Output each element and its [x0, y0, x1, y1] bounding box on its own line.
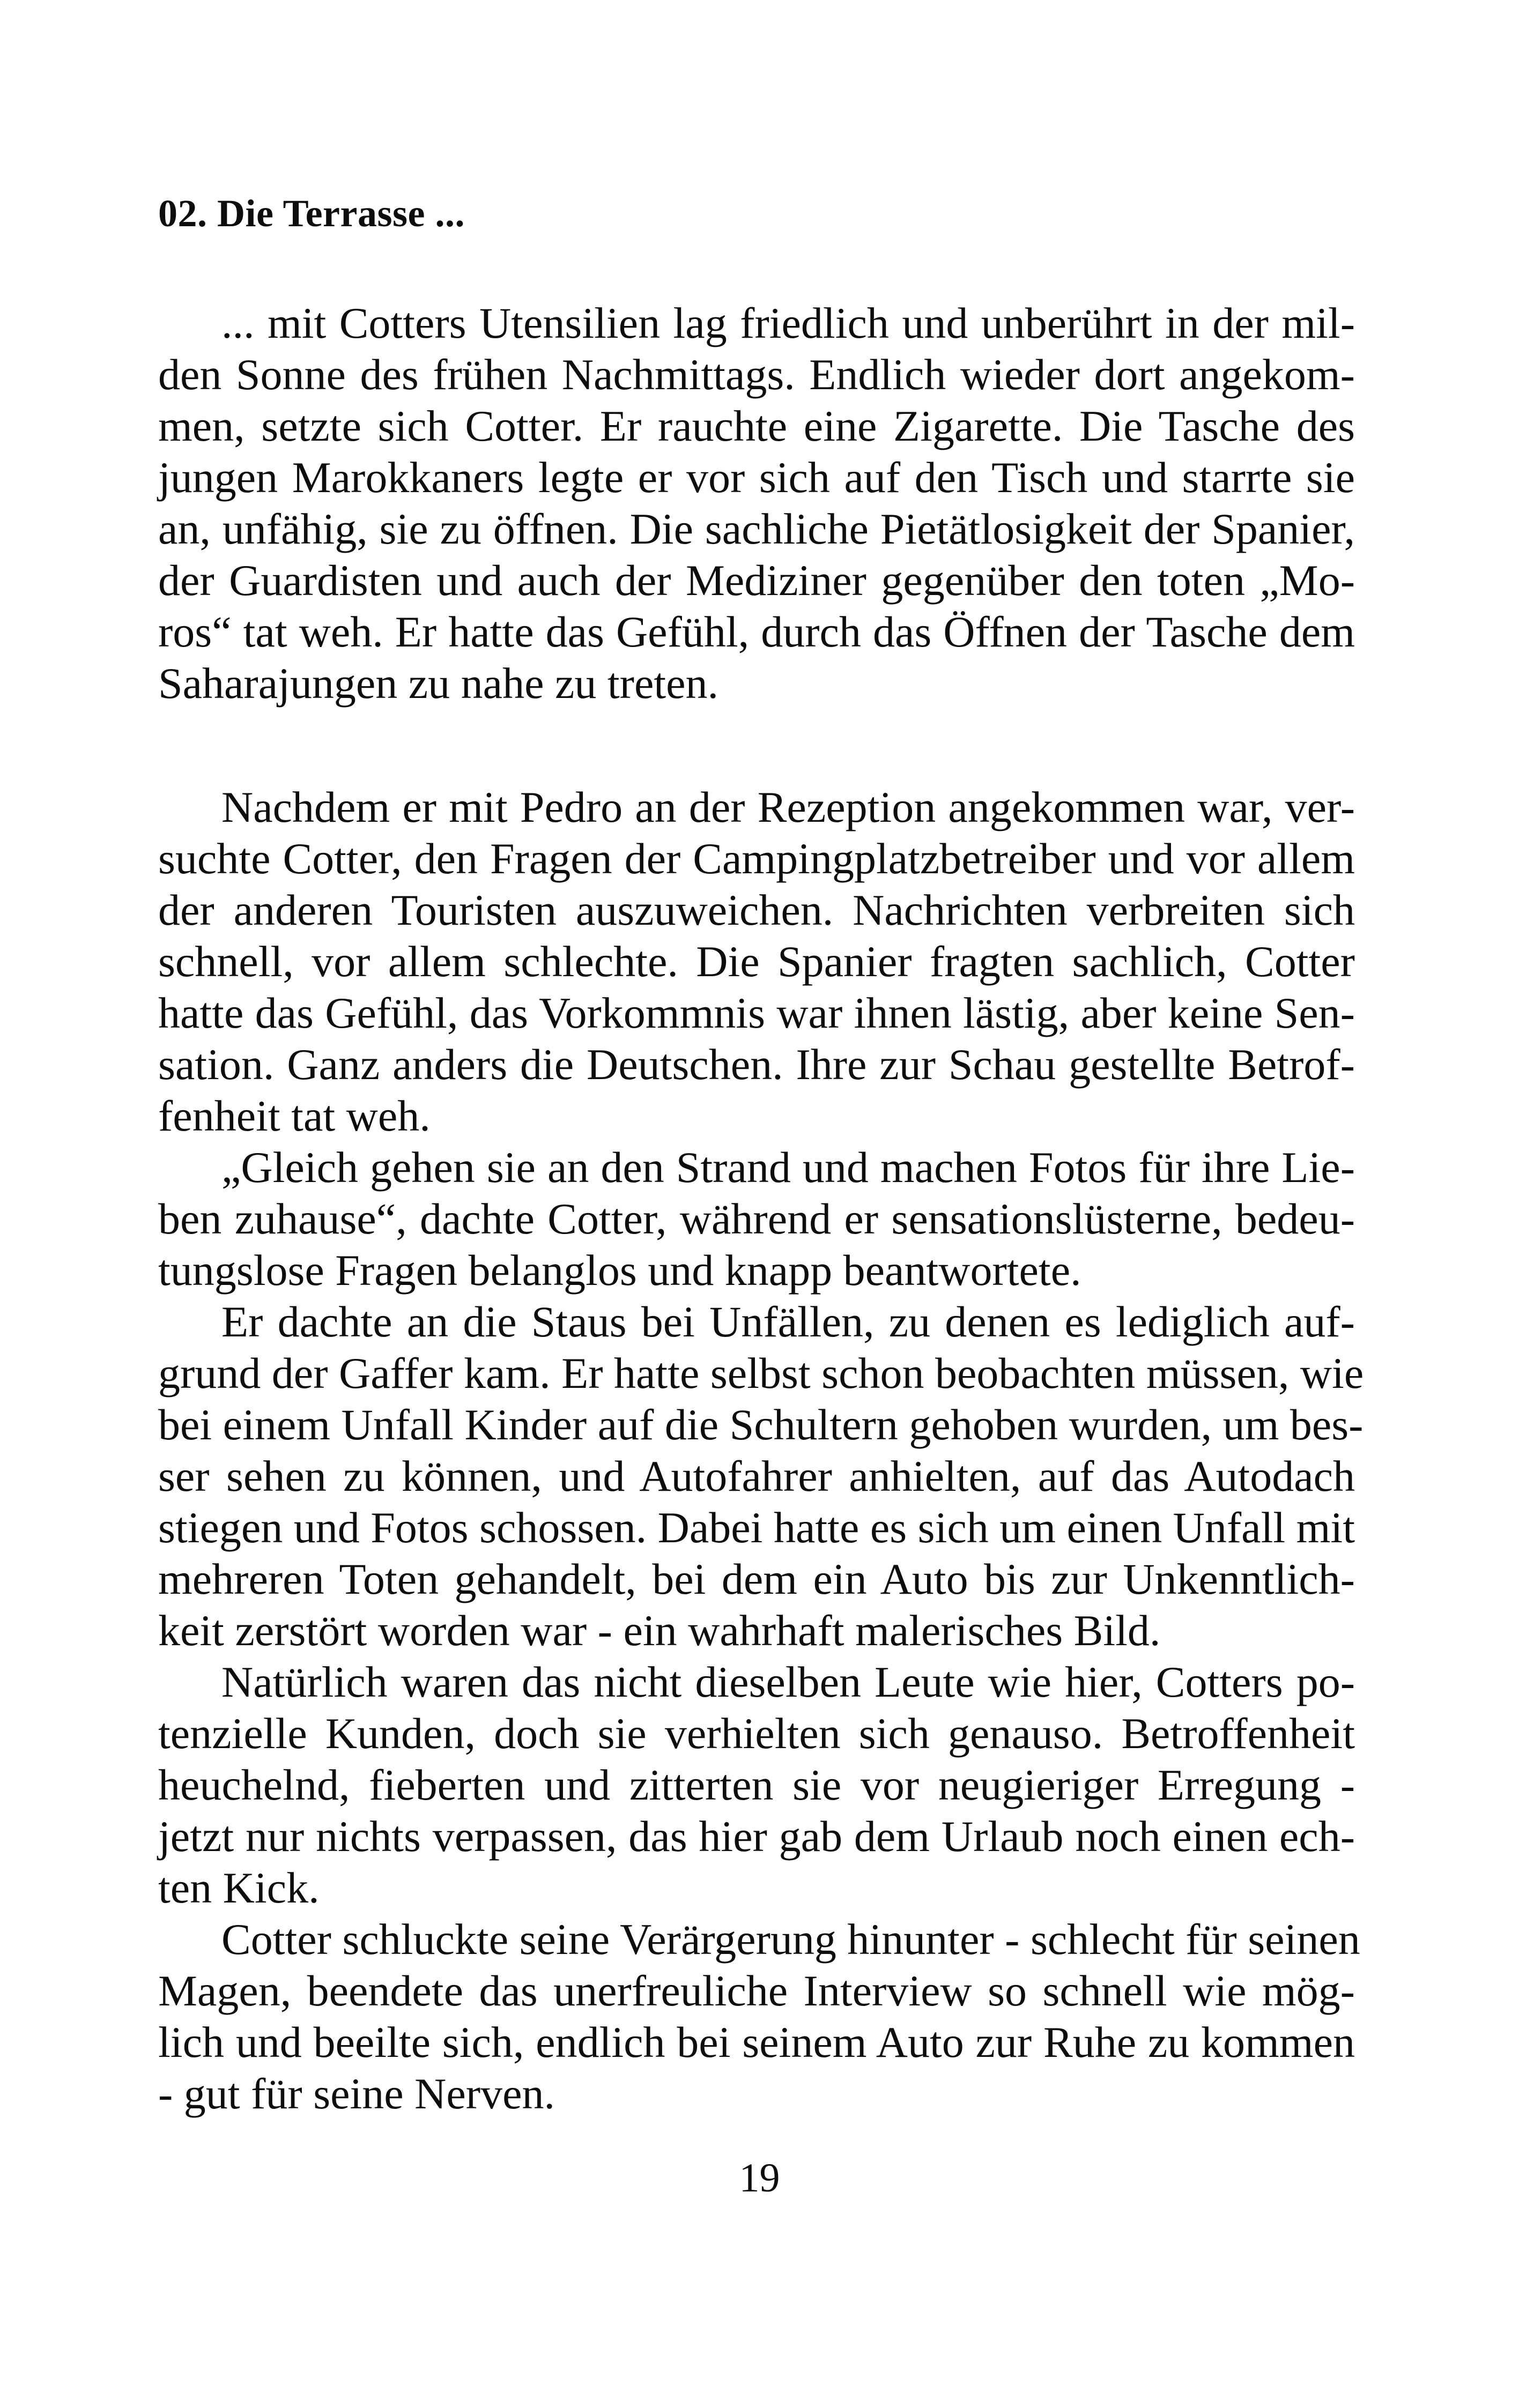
text-line: Er dachte an die Staus bei Unfällen, zu denen es lediglich auf- [221, 1297, 1355, 1346]
text-line: jungen Marokkaners legte er vor sich auf den Tisch und starrte sie [158, 453, 1355, 502]
text-line: suchte Cotter, den Fragen der Campingplatzbetreiber und vor allem [158, 834, 1355, 883]
text-line: bei einem Unfall Kinder auf die Schultern gehoben wurden, um bes- [158, 1400, 1364, 1449]
text-line: der Guardisten und auch der Mediziner gegenüber den toten „Mo- [158, 556, 1355, 605]
paragraph-1 [158, 298, 1355, 709]
text-line: ... mit Cotters Utensilien lag friedlich und unberührt in der mil- [221, 299, 1355, 347]
text-line: an, unfähig, sie zu öffnen. Die sachliche Pietätlosigkeit der Spanier, [158, 504, 1355, 553]
text-line: den Sonne des frühen Nachmittags. Endlich wieder dort angekom- [158, 350, 1355, 399]
page-number: 19 [739, 2156, 780, 2201]
paragraph-4 [158, 1296, 1364, 1656]
text-line: tenzielle Kunden, doch sie verhielten sich genauso. Betroffenheit [158, 1709, 1355, 1758]
text-line: Magen, beendete das unerfreuliche Interview so schnell wie mög- [158, 1966, 1355, 2015]
text-line: stiegen und Fotos schossen. Dabei hatte es sich um einen Unfall mit [158, 1503, 1355, 1552]
text-line: Nachdem er mit Pedro an der Rezeption angekommen war, ver- [221, 783, 1355, 831]
text-line: keit zerstört worden war - ein wahrhaft malerisches Bild. [158, 1606, 1161, 1655]
text-line: „Gleich gehen sie an den Strand und machen Fotos für ihre Lie- [221, 1143, 1355, 1192]
text-line: men, setzte sich Cotter. Er rauchte eine Zigarette. Die Tasche des [158, 402, 1355, 450]
paragraph-5 [158, 1656, 1355, 1914]
text-line: grund der Gaffer kam. Er hatte selbst schon beobachten müssen, wie [158, 1349, 1364, 1398]
text-line: sation. Ganz anders die Deutschen. Ihre zur Schau gestellte Betrof- [158, 1040, 1355, 1089]
text-line: Saharajungen zu nahe zu treten. [158, 659, 719, 708]
paragraph-3 [158, 1142, 1355, 1296]
text-line: Cotter schluckte seine Verärgerung hinunter - schlecht für seinen [221, 1915, 1360, 1964]
text-line: ser sehen zu können, und Autofahrer anhielten, auf das Autodach [158, 1452, 1355, 1500]
chapter-title: 02. Die Terrasse ... [158, 192, 465, 235]
paragraph-2 [158, 782, 1355, 1142]
text-line: schnell, vor allem schlechte. Die Spanier fragten sachlich, Cotter [158, 937, 1355, 986]
text-line: tungslose Fragen belanglos und knapp beantwortete. [158, 1246, 1081, 1295]
text-line: der anderen Touristen auszuweichen. Nachrichten verbreiten sich [158, 886, 1355, 934]
text-line: mehreren Toten gehandelt, bei dem ein Auto bis zur Unkenntlich- [158, 1555, 1355, 1603]
text-line: ben zuhause“, dachte Cotter, während er sensationslüsterne, bedeu- [158, 1194, 1355, 1243]
text-line: ten Kick. [158, 1863, 320, 1912]
paragraph-6 [158, 1914, 1360, 2120]
text-line: hatte das Gefühl, das Vorkommnis war ihnen lästig, aber keine Sen- [158, 989, 1355, 1037]
text-line: lich und beeilte sich, endlich bei seinem Auto zur Ruhe zu kommen [158, 2018, 1355, 2067]
text-line: ros“ tat weh. Er hatte das Gefühl, durch das Öffnen der Tasche dem [158, 607, 1355, 656]
text-line: - gut für seine Nerven. [158, 2069, 555, 2118]
text-line: Natürlich waren das nicht dieselben Leute wie hier, Cotters po- [221, 1658, 1355, 1706]
text-line: jetzt nur nichts verpassen, das hier gab dem Urlaub noch einen ech- [158, 1812, 1355, 1861]
text-line: heuchelnd, fieberten und zitterten sie vor neugieriger Erregung - [158, 1760, 1355, 1809]
text-line: fenheit tat weh. [158, 1091, 431, 1140]
